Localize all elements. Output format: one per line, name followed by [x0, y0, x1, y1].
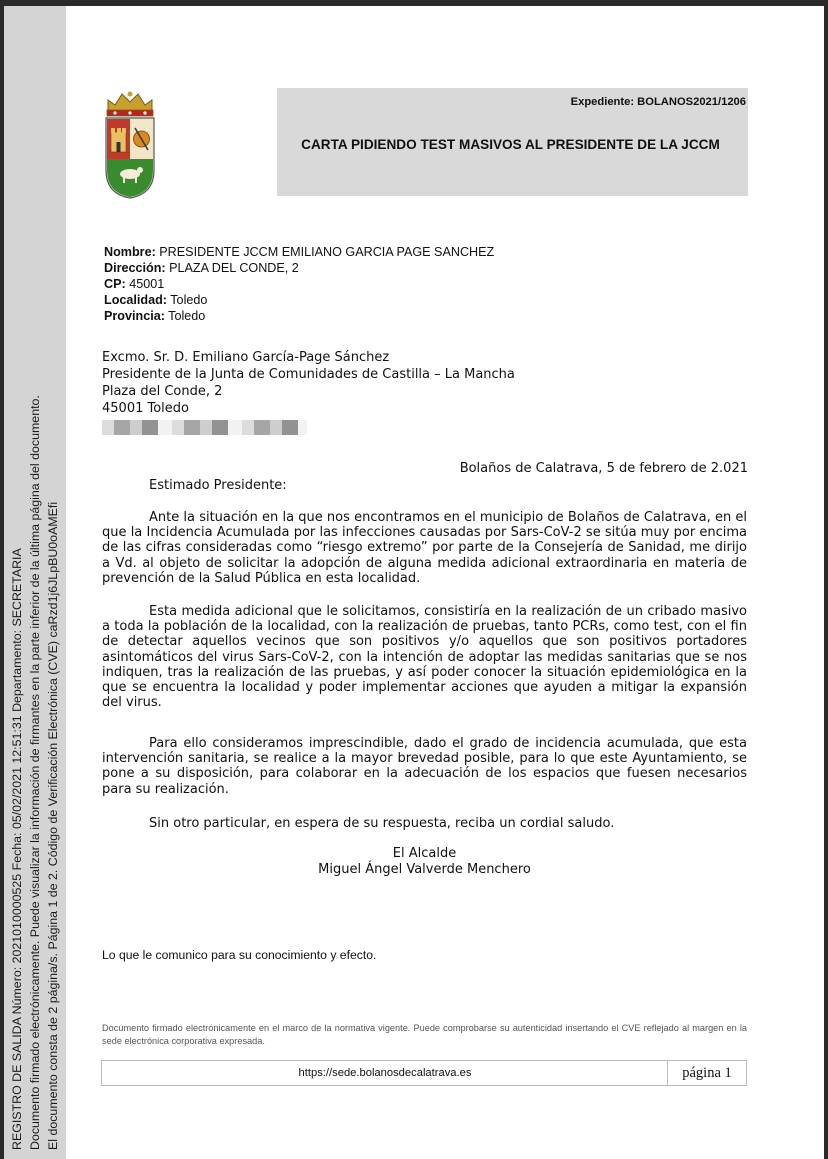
address-block [102, 349, 515, 440]
letter-date: Bolaños de Calatrava, 5 de febrero de 2.021 [459, 461, 748, 476]
sede-url-link[interactable]: https://sede.bolanosdecalatrava.es [298, 1067, 472, 1079]
letter-greeting: Estimado Presidente: [149, 478, 287, 493]
comunico-statement: Lo que le comunico para su conocimiento y efecto. [102, 948, 377, 962]
recipient-block [104, 244, 494, 324]
signature-footnote: Documento firmado electrónicamente en el marco de la normativa vigente. Puede comprobarse su autenticidad insertando el CVE reflejado al margen en la sede electrónica corporativa expresada. [102, 1023, 747, 1046]
localidad-value: Toledo [170, 293, 208, 307]
letter-paragraph-1: Ante la situación en la que nos encontramos en el municipio de Bolaños de Calatrava, en el que la Incidencia Acumulada por las infecciones causadas por Sars-CoV-2 se sitúa muy por encima de las cifras consideradas como “riesgo extremo” por parte de la Consejería de Sanidad, me dirijo a Vd. al objeto de solicitar la adopción de alguna medida adicional extraordinaria en materia de prevención de la Salud Pública en esta localidad. [102, 510, 747, 586]
signer-name: Miguel Ángel Valverde Menchero [318, 862, 531, 877]
coat-of-arms-icon [102, 88, 158, 200]
cp-label: CP: [104, 277, 126, 291]
registry-line-3: El documento consta de 2 página/s. Página 1 de 2. Código de Verificación Electrónica (CVE) caRzd1j6JLpBU0oAMEfi [46, 501, 60, 1150]
address-line-1: Excmo. Sr. D. Emiliano García-Page Sánchez [102, 350, 390, 365]
signer-title: El Alcalde [392, 846, 457, 861]
document-header [277, 88, 748, 196]
cp-value: 45001 [129, 277, 165, 291]
page-footer [101, 1060, 747, 1086]
registry-line-2: Documento firmado electrónicamente. Puede visualizar la información de firmantes en la parte inferior de la última página del documento. [28, 395, 42, 1150]
registry-sidebar-text [4, 44, 66, 1154]
letter-closing: Sin otro particular, en espera de su respuesta, reciba un cordial saludo. [149, 816, 615, 831]
localidad-label: Localidad: [104, 293, 167, 307]
provincia-label: Provincia: [104, 309, 165, 323]
direccion-value: PLAZA DEL CONDE, 2 [169, 261, 299, 275]
address-line-2: Presidente de la Junta de Comunidades de Castilla – La Mancha [102, 367, 515, 382]
letter-paragraph-2: Esta medida adicional que le solicitamos, consistiría en la realización de un cribado masivo a toda la población de la localidad, con la realización de pruebas, tanto PCRs, como test, con el fin de detectar aquellos vecinos que son positivos y/o aquellos que son positivos portadores asintomáticos del virus Sars-CoV-2, con la intención de adoptar las medidas sanitarias que se nos indiquen, tras la realización de las pruebas, y así poder conocer la situación epidemiológica en la que se encuentra la localidad y poder implementar acciones que ayuden a mitigar la expansión del virus. [102, 604, 747, 711]
provincia-value: Toledo [168, 309, 206, 323]
address-line-4: 45001 Toledo [102, 401, 189, 416]
page-number: página 1 [667, 1061, 746, 1085]
address-line-3: Plaza del Conde, 2 [102, 384, 223, 399]
registry-sidebar [4, 6, 66, 1159]
nombre-label: Nombre: [104, 245, 156, 259]
direccion-label: Dirección: [104, 261, 166, 275]
document-page [4, 6, 824, 1159]
nombre-value: PRESIDENTE JCCM EMILIANO GARCIA PAGE SANCHEZ [159, 245, 495, 259]
expediente-number: Expediente: BOLANOS2021/1206 [570, 96, 746, 108]
letter-paragraph-3: Para ello consideramos imprescindible, dado el grado de incidencia acumulada, que esta intervención sanitaria, se realice a la mayor brevedad posible, para lo que este Ayuntamiento, se pone a su disposición, para colaborar en la adecuación de los espacios que fuesen necesarios para su realización. [102, 736, 747, 797]
registry-line-1: REGISTRO DE SALIDA Número: 2021010000525 Fecha: 05/02/2021 12:51:31 Departamento: SECRETARIA [10, 548, 24, 1150]
document-title: CARTA PIDIENDO TEST MASIVOS AL PRESIDENTE DE LA JCCM [301, 137, 720, 152]
redacted-email [102, 420, 307, 435]
